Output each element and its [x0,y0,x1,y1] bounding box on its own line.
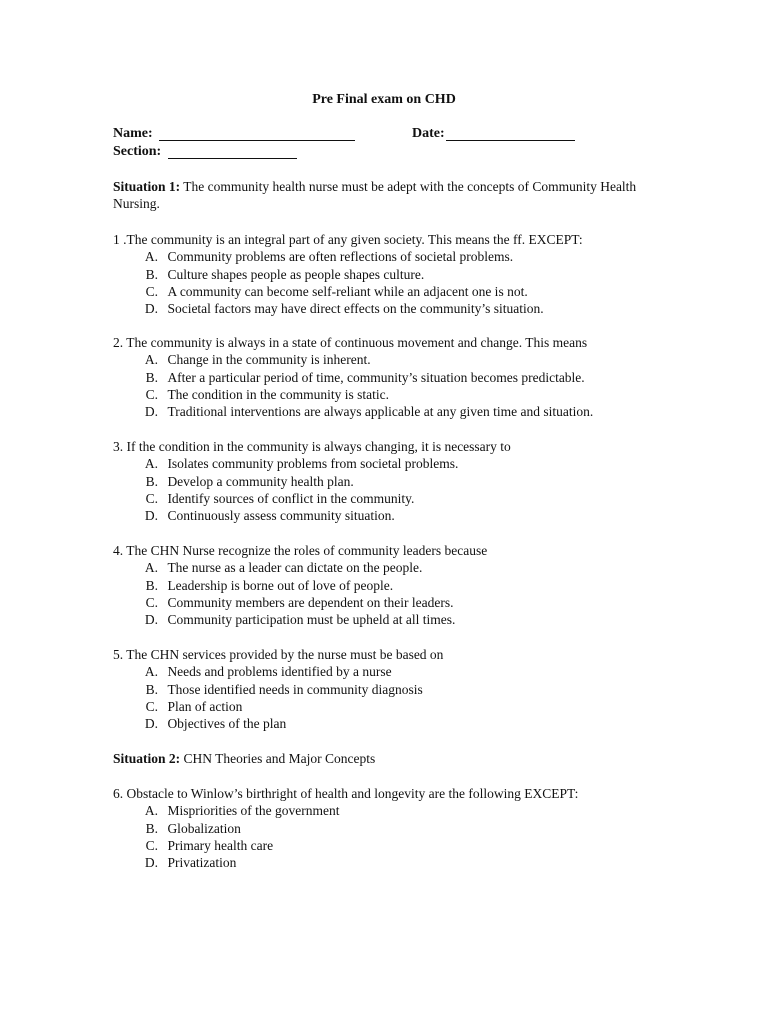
option-letter: A. [144,352,158,368]
option-text: The condition in the community is static. [167,386,390,402]
option-letter: A. [144,249,158,265]
option-item[interactable] [113,698,673,715]
option-letter: D. [144,404,158,420]
option-text: Continuously assess community situation. [167,508,395,524]
section-label: Section: [113,144,162,159]
option-letter: C. [145,490,158,506]
option-text: Community problems are often reflections of societal problems. [167,249,514,265]
option-text: Those identified needs in community diagnosis [167,681,423,697]
option-item[interactable] [113,715,673,732]
option-text: Privatization [167,855,237,871]
option-text: Needs and problems identified by a nurse [167,664,392,680]
name-label: Name: [113,126,153,141]
option-list [113,455,673,524]
option-item[interactable] [113,248,673,265]
option-item[interactable] [113,369,673,386]
option-text: Leadership is borne out of love of people. [167,577,394,593]
option-letter: D. [144,612,158,628]
question-1 [113,231,673,317]
option-item[interactable] [113,507,673,524]
question-stem: 6. Obstacle to Winlow’s birthright of health and longevity are the following EXCEPT: [113,786,579,801]
option-text: Identify sources of conflict in the community. [167,490,415,506]
option-text: Globalization [167,820,241,836]
situation-2-label: Situation 2: [113,751,181,766]
option-text: Culture shapes people as people shapes culture. [167,266,425,282]
option-list [113,802,673,871]
section-field[interactable] [168,146,297,159]
exam-title: Pre Final exam on CHD [312,92,456,107]
option-letter: C. [145,837,158,853]
option-item[interactable] [113,300,673,317]
situation-1-text: The community health nurse must be adept with the concepts of Community Health Nursing. [113,179,637,211]
option-item[interactable] [113,837,673,854]
situation-1-label: Situation 1: [113,179,181,194]
question-6 [113,785,673,871]
option-text: A community can become self-reliant while an adjacent one is not. [167,283,528,299]
question-4 [113,542,673,628]
date-field[interactable] [446,128,575,141]
option-letter: B. [145,820,158,836]
option-text: Community participation must be upheld at all times. [167,612,456,628]
option-item[interactable] [113,351,673,368]
option-letter: C. [145,594,158,610]
option-letter: D. [144,301,158,317]
option-item[interactable] [113,283,673,300]
option-letter: B. [145,369,158,385]
option-letter: C. [145,283,158,299]
option-item[interactable] [113,266,673,283]
option-letter: A. [144,560,158,576]
option-item[interactable] [113,473,673,490]
option-text: Plan of action [167,698,243,714]
option-item[interactable] [113,663,673,680]
date-label: Date: [412,126,445,141]
option-letter: B. [145,681,158,697]
option-item[interactable] [113,559,673,576]
option-item[interactable] [113,577,673,594]
option-text: Objectives of the plan [167,716,287,732]
option-letter: B. [145,577,158,593]
option-text: Primary health care [167,837,274,853]
option-text: Mispriorities of the government [167,803,340,819]
option-list [113,663,673,732]
name-field[interactable] [159,128,355,141]
option-list [113,351,673,420]
option-item[interactable] [113,854,673,871]
option-text: Develop a community health plan. [167,473,354,489]
option-text: The nurse as a leader can dictate on the people. [167,560,423,576]
option-letter: A. [144,456,158,472]
question-5 [113,646,673,732]
option-letter: D. [144,716,158,732]
option-text: Isolates community problems from societal problems. [167,456,459,472]
option-item[interactable] [113,490,673,507]
situation-2-text: CHN Theories and Major Concepts [183,751,376,766]
option-text: Societal factors may have direct effects on the community’s situation. [167,301,544,317]
option-item[interactable] [113,820,673,837]
option-letter: C. [145,698,158,714]
option-list [113,559,673,628]
question-2 [113,334,673,420]
question-stem: 4. The CHN Nurse recognize the roles of community leaders because [113,543,488,558]
option-text: Traditional interventions are always applicable at any given time and situation. [167,404,594,420]
option-item[interactable] [113,455,673,472]
option-text: Community members are dependent on their leaders. [167,594,454,610]
option-letter: A. [144,803,158,819]
option-item[interactable] [113,594,673,611]
question-stem: 3. If the condition in the community is always changing, it is necessary to [113,439,511,454]
option-item[interactable] [113,611,673,628]
option-item[interactable] [113,681,673,698]
question-stem: 1 .The community is an integral part of any given society. This means the ff. EXCEPT: [113,232,583,247]
question-stem: 2. The community is always in a state of continuous movement and change. This means [113,335,588,350]
option-list [113,248,673,317]
option-item[interactable] [113,403,673,420]
option-letter: B. [145,473,158,489]
option-letter: C. [145,386,158,402]
option-text: After a particular period of time, community’s situation becomes predictable. [167,369,585,385]
question-stem: 5. The CHN services provided by the nurse must be based on [113,647,444,662]
option-text: Change in the community is inherent. [167,352,371,368]
option-item[interactable] [113,802,673,819]
option-letter: D. [144,855,158,871]
option-item[interactable] [113,386,673,403]
option-letter: A. [144,664,158,680]
option-letter: D. [144,508,158,524]
question-3 [113,438,673,524]
situation-1 [113,178,658,212]
option-letter: B. [145,266,158,282]
situation-2 [113,750,658,767]
